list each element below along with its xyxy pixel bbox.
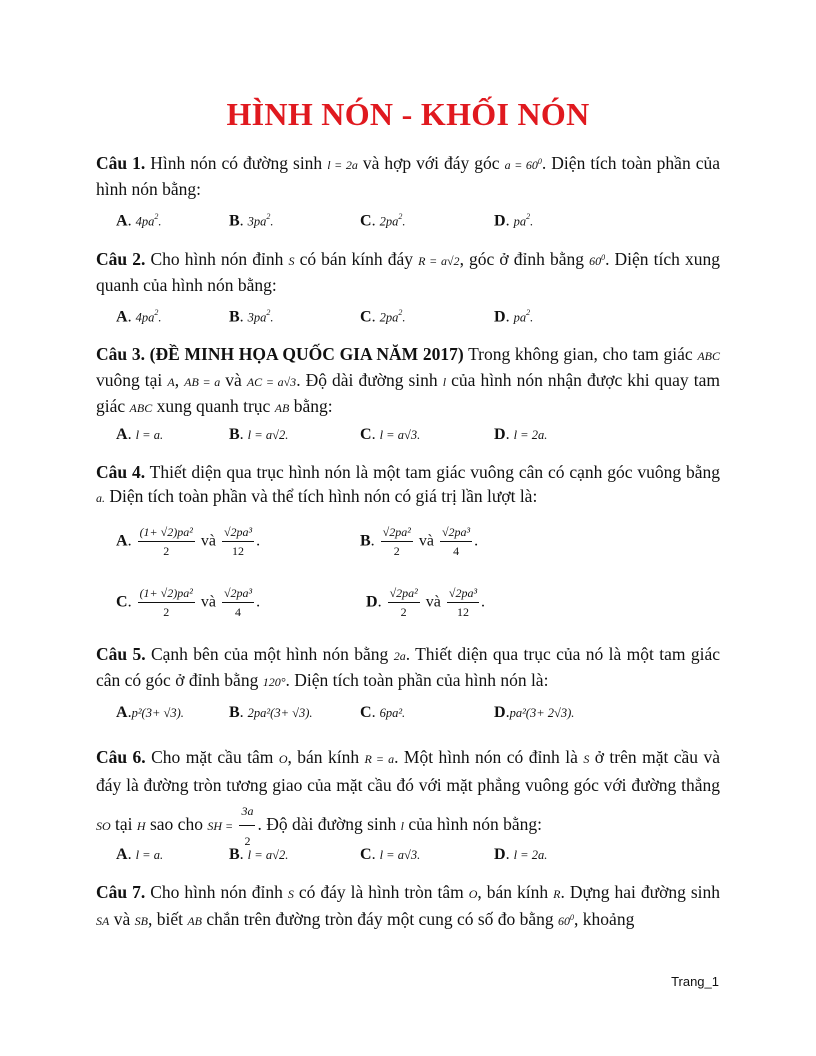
options-4-row-2	[116, 586, 716, 630]
option-d[interactable]: D. l = 2a.	[494, 846, 548, 863]
math-inline: R = a	[364, 752, 395, 766]
option-a[interactable]: A. l = a.	[116, 426, 164, 443]
fraction-numerator: √2pa³	[447, 586, 479, 603]
option-math: 3pa	[247, 214, 267, 229]
fraction	[447, 586, 479, 620]
question-text: , khoảng	[574, 909, 635, 929]
option-math: l = a.	[135, 848, 164, 862]
option-b[interactable]: B. l = a√2.	[229, 426, 289, 443]
option-sup: 2	[154, 308, 159, 317]
options-1	[116, 212, 716, 236]
math-inline: R = a√2	[418, 254, 460, 268]
option-end: .	[270, 310, 274, 325]
question-text: và	[220, 370, 247, 390]
math-inline: R	[553, 887, 561, 901]
fraction	[222, 525, 254, 559]
question-text: , biết	[147, 909, 188, 929]
option-key: D	[494, 426, 506, 443]
option-sup: 2	[526, 308, 531, 317]
option-key: D	[366, 593, 378, 611]
question-label: Câu 2.	[96, 249, 146, 269]
question-text: Cạnh bên của một hình nón bằng	[145, 644, 394, 664]
option-math: pa²(3+ 2√3).	[509, 706, 575, 720]
math-inline: AB	[187, 914, 203, 928]
option-math: 2pa	[379, 310, 399, 325]
option-key: C	[116, 593, 128, 611]
option-a[interactable]: A.p²(3+ √3).	[116, 704, 184, 721]
option-d[interactable]: D. l = 2a.	[494, 426, 548, 443]
option-key: C	[360, 704, 372, 721]
fraction-numerator: (1+ √2)pa²	[138, 525, 195, 542]
fraction-numerator: √2pa³	[222, 525, 254, 542]
question-text: ,	[174, 370, 185, 390]
conjunction-text: và	[418, 532, 434, 550]
math-base: 60	[558, 914, 571, 928]
options-5	[116, 704, 716, 728]
question-text: sao cho	[145, 814, 208, 835]
options-6	[116, 846, 716, 870]
conjunction-text: và	[200, 532, 216, 550]
option-c[interactable]: C. l = a√3.	[360, 426, 421, 443]
option-key: C	[360, 426, 372, 443]
math-inline: SA	[96, 914, 110, 928]
page-number: Trang_1	[671, 974, 719, 989]
conjunction-text: và	[425, 593, 441, 611]
math-sup: 0	[537, 157, 542, 166]
option-c[interactable]: C. $\frac{\text{(1+ √2)pa²}}{2}$ và $\frac{\text{√2pa³}}{4}$ .	[116, 586, 261, 619]
option-key: C	[360, 308, 372, 326]
option-c[interactable]: C. $2pa^2$.	[360, 212, 406, 230]
math-sup: 0	[570, 913, 575, 922]
option-end: .	[158, 214, 162, 229]
math-inline: l	[400, 819, 404, 834]
option-sup: 2	[526, 212, 531, 221]
math-inline	[558, 914, 574, 928]
math-inline: S	[288, 254, 295, 268]
fraction	[388, 586, 420, 620]
math-inline: 2a	[393, 649, 406, 663]
question-text: . Dựng hai đường sinh	[560, 882, 720, 902]
option-key: B	[229, 846, 240, 863]
option-key: A	[116, 846, 128, 863]
option-d[interactable]: D. $pa^2$.	[494, 212, 534, 230]
question-text: , góc ở đỉnh bằng	[459, 249, 590, 269]
question-label: Câu 7.	[96, 882, 146, 902]
option-sup: 2	[154, 212, 159, 221]
option-math: pa	[513, 214, 527, 229]
fraction-denominator: 2	[393, 544, 400, 558]
question-text: Diện tích toàn phần và thể tích hình nón có giá trị lần lượt là:	[105, 486, 538, 506]
option-math: l = a√2.	[247, 848, 289, 862]
math-inline: l = 2a	[327, 158, 358, 172]
option-key: A	[116, 532, 128, 550]
option-key: A	[116, 426, 128, 443]
fraction-numerator: √2pa²	[381, 525, 413, 542]
page-title: HÌNH NÓN - KHỐI NÓN	[226, 96, 590, 132]
option-key: C	[360, 212, 372, 230]
question-2	[96, 246, 720, 297]
option-math: p²(3+ √3).	[131, 706, 184, 720]
option-math: 6pa².	[379, 706, 406, 720]
option-c[interactable]: C. l = a√3.	[360, 846, 421, 863]
option-d[interactable]: D.pa²(3+ 2√3).	[494, 704, 575, 721]
math-base: 60	[589, 254, 602, 268]
option-sup: 2	[398, 308, 403, 317]
option-end: .	[158, 310, 162, 325]
question-text: bằng:	[289, 396, 333, 416]
question-7	[96, 880, 720, 933]
option-key: D	[494, 846, 506, 863]
fraction	[440, 525, 472, 559]
question-label: Câu 3.	[96, 344, 145, 364]
math-inline: AB = a	[184, 375, 221, 389]
option-a[interactable]: A. $\frac{\text{(1+ √2)pa²}}{2}$ và $\frac{\text{√2pa³}}{12}$ .	[116, 525, 261, 558]
option-key: A	[116, 212, 128, 230]
fraction-denominator: 12	[232, 544, 245, 558]
question-text: . Diện tích toàn phần của hình nón là:	[285, 670, 549, 690]
options-4-row-1	[116, 525, 716, 569]
option-d[interactable]: D. $pa^2$.	[494, 308, 534, 326]
question-text: có bán kính đáy	[294, 249, 419, 269]
question-text: vuông tại	[96, 370, 168, 390]
options-2	[116, 308, 716, 332]
conjunction-text: và	[200, 593, 216, 611]
option-b[interactable]: B. 2pa²(3+ √3).	[229, 704, 313, 721]
option-key: B	[360, 532, 371, 550]
question-3	[96, 342, 720, 420]
fraction-numerator: √2pa³	[440, 525, 472, 542]
option-key: B	[229, 308, 240, 326]
question-6	[96, 744, 720, 854]
math-inline: O	[468, 887, 478, 901]
fraction	[138, 525, 195, 559]
question-text: . Độ dài đường sinh	[296, 370, 443, 390]
question-text: và	[109, 909, 135, 929]
question-text: Cho hình nón đỉnh	[145, 882, 288, 902]
options-3	[116, 426, 716, 450]
option-key: B	[229, 212, 240, 230]
math-inline: 120°	[262, 675, 286, 689]
math-inline: SO	[96, 819, 111, 834]
math-inline: AB	[274, 401, 290, 415]
option-end: .	[530, 310, 534, 325]
math-inline	[589, 254, 605, 268]
question-text: , bán kính	[477, 882, 554, 902]
question-text: tại	[110, 814, 137, 835]
fraction-denominator: 4	[453, 544, 460, 558]
option-sup: 2	[398, 212, 403, 221]
option-end: .	[270, 214, 274, 229]
question-1	[96, 150, 720, 201]
math-inline: A	[167, 375, 175, 389]
fraction-denominator: 2	[163, 544, 170, 558]
option-math: 3pa	[247, 310, 267, 325]
question-text: và hợp với đáy góc	[357, 153, 505, 173]
option-key: D	[494, 308, 506, 326]
fraction	[138, 586, 195, 620]
option-b[interactable]: B. $3pa^2$.	[229, 212, 274, 230]
option-sup: 2	[266, 212, 271, 221]
question-text: ở trên mặt cầu và đáy là đường tròn tương giao của mặt cầu đó với mặt phẳng vuông góc với đường thẳng	[96, 747, 720, 795]
math-inline: SB	[134, 914, 148, 928]
fraction-numerator: √2pa³	[222, 586, 254, 603]
question-text: . Diện tích toàn phần của hình nón bằng:	[96, 153, 720, 199]
question-text: Trong không gian, cho tam giác	[463, 344, 698, 364]
fraction-denominator: 12	[456, 605, 469, 619]
fraction-denominator: 2	[163, 605, 170, 619]
option-key: D	[494, 704, 506, 721]
question-text: của hình nón nhận được khi quay tam giác	[96, 370, 720, 416]
option-key: A	[116, 704, 128, 721]
question-4	[96, 460, 720, 510]
option-c[interactable]: C. $2pa^2$.	[360, 308, 406, 326]
math-inline: SH =	[207, 819, 234, 834]
question-text: . Diện tích xung quanh của hình nón bằng:	[96, 249, 720, 295]
option-math: pa	[513, 310, 527, 325]
option-a[interactable]: A. $4pa^2$.	[116, 308, 162, 326]
fraction-denominator: 2	[400, 605, 407, 619]
option-key: C	[360, 846, 372, 863]
option-end: .	[402, 214, 406, 229]
math-inline: ABC	[697, 349, 721, 363]
option-sup: 2	[266, 308, 271, 317]
math-inline: ABC	[129, 401, 153, 415]
question-text: . Thiết diện qua trục của nó là một tam giác cân có góc ở đỉnh bằng	[96, 644, 721, 690]
math-inline	[505, 158, 542, 172]
option-c[interactable]: C. 6pa².	[360, 704, 406, 721]
option-b[interactable]: B. $3pa^2$.	[229, 308, 274, 326]
option-a[interactable]: A. $4pa^2$.	[116, 212, 162, 230]
question-text: xung quanh trục	[152, 396, 275, 416]
math-inline: H	[136, 819, 146, 834]
option-d[interactable]: D. $\frac{\text{√2pa²}}{2}$ và $\frac{\text{√2pa³}}{12}$ .	[366, 586, 486, 619]
option-math: 2pa	[379, 214, 399, 229]
option-math: l = a√3.	[379, 848, 421, 862]
option-math: l = a√2.	[247, 428, 289, 442]
option-math: 4pa	[135, 214, 155, 229]
math-inline: O	[278, 752, 288, 766]
option-math: 4pa	[135, 310, 155, 325]
option-key: B	[229, 426, 240, 443]
option-math: l = 2a.	[513, 428, 548, 442]
option-math: 2pa²(3+ √3).	[247, 706, 313, 720]
option-end: .	[530, 214, 534, 229]
option-key: B	[229, 704, 240, 721]
question-text: Cho mặt cầu tâm	[145, 747, 279, 767]
question-text: . Độ dài đường sinh	[257, 814, 401, 835]
fraction-numerator: 3a	[239, 798, 255, 826]
question-text: Thiết diện qua trục hình nón là một tam giác vuông cân có cạnh góc vuông bằng	[145, 462, 721, 482]
fraction	[381, 525, 413, 559]
math-sup: 0	[601, 253, 606, 262]
option-a[interactable]: A. l = a.	[116, 846, 164, 863]
fraction	[222, 586, 254, 620]
question-source: (ĐỀ MINH HỌA QUỐC GIA NĂM 2017)	[144, 344, 464, 364]
question-text: , bán kính	[287, 747, 365, 767]
question-label: Câu 1.	[96, 153, 146, 173]
math-inline: a.	[96, 491, 105, 505]
fraction-denominator: 4	[235, 605, 242, 619]
question-text: Cho hình nón đỉnh	[145, 249, 289, 269]
option-b[interactable]: B. l = a√2.	[229, 846, 289, 863]
fraction-numerator: (1+ √2)pa²	[138, 586, 195, 603]
question-label: Câu 5.	[96, 644, 146, 664]
math-inline: S	[583, 752, 590, 766]
option-math: l = a√3.	[379, 428, 421, 442]
option-b[interactable]: B. $\frac{\text{√2pa²}}{2}$ và $\frac{\text{√2pa³}}{4}$ .	[360, 525, 479, 558]
option-end: .	[402, 310, 406, 325]
question-label: Câu 4.	[96, 462, 146, 482]
question-5	[96, 642, 720, 694]
question-text: có đáy là hình tròn tâm	[293, 882, 469, 902]
math-inline: AC = a√3	[246, 375, 297, 389]
option-math: l = 2a.	[513, 848, 548, 862]
option-math: l = a.	[135, 428, 164, 442]
fraction-denominator: 2	[244, 834, 251, 848]
question-text: của hình nón bằng:	[404, 814, 543, 835]
option-key: A	[116, 308, 128, 326]
math-inline: l	[442, 375, 447, 389]
option-key: D	[494, 212, 506, 230]
math-inline: S	[287, 887, 294, 901]
question-text: . Một hình nón có đỉnh là	[394, 747, 584, 767]
question-text: chắn trên đường tròn đáy một cung có số đo bằng	[202, 909, 559, 929]
math-base: a = 60	[504, 158, 538, 172]
question-text: Hình nón có đường sinh	[145, 153, 328, 173]
question-label: Câu 6.	[96, 747, 146, 767]
fraction-numerator: √2pa²	[388, 586, 420, 603]
